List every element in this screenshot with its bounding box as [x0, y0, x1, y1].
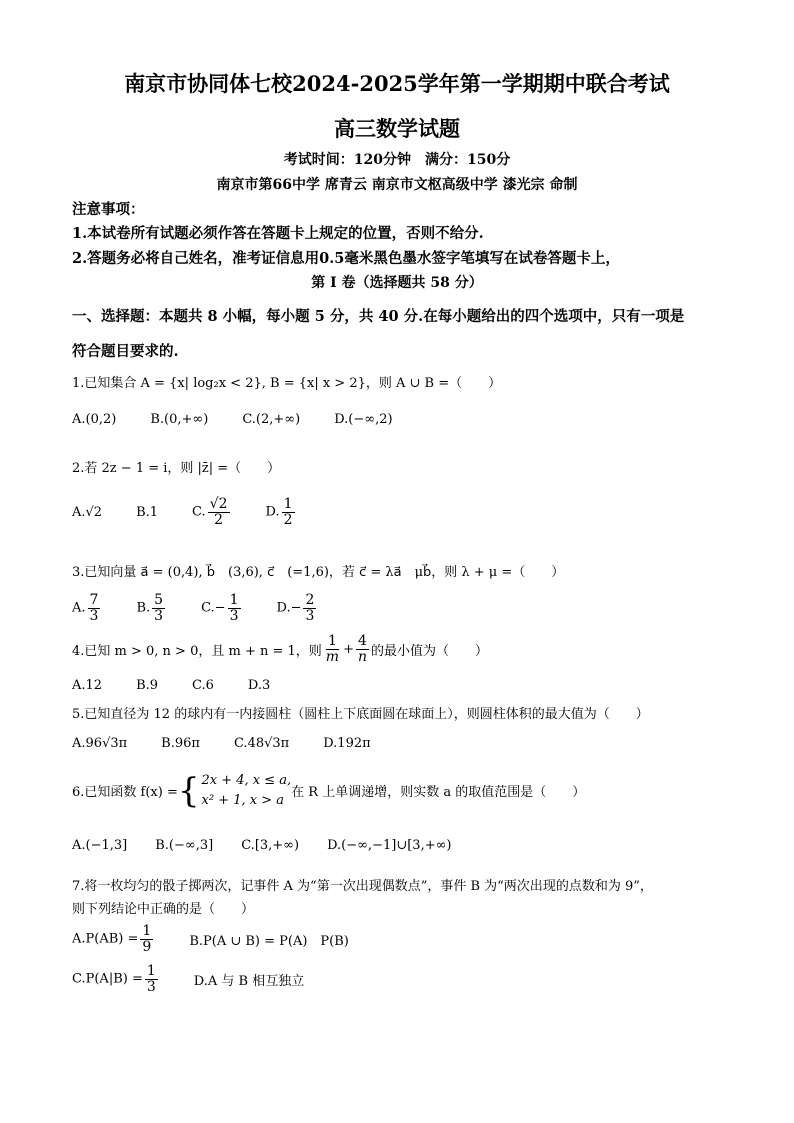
option-d: D.3 [247, 678, 271, 693]
note-item-2: 2.答题务必将自己姓名，准考证信息用0.5毫米黑色墨水签字笔填写在试卷答题卡上， [72, 250, 620, 267]
option-b: B. $\frac{5}{3}$ [136, 592, 164, 624]
question-2-stem: 2.若 2z − 1 = i，则 |z̄| =（ ） [72, 461, 281, 476]
question-4-stem: 4.已知 m > 0, n > 0，且 m + n = 1，则 $\frac{1}{m}$ + $\frac{4}{n}$ 的最小值为（ ） [72, 633, 489, 665]
option-c: C.P(A|B) = $\frac{1}{3}$ [72, 963, 156, 995]
option-c: C.6 [192, 678, 214, 693]
question-6-options [72, 838, 486, 853]
option-b: B.9 [136, 678, 159, 693]
option-b: B.1 [136, 504, 159, 520]
question-6-stem: 6.已知函数 f(x) = { 2x + 4, x ≤ a, x² + 1, x > a 在 R 上单调递增，则实数 a 的取值范围是（ ） [72, 770, 586, 811]
section-heading-line1: 一、选择题：本题共 8 小幅，每小题 5 分，共 40 分.在每小题给出的四个选项中，只有一项是 [72, 308, 685, 325]
option-a: A.12 [72, 678, 103, 693]
option-a: A. $\frac{7}{3}$ [72, 592, 99, 624]
question-2-options [72, 497, 331, 527]
question-7-options-row1 [72, 924, 383, 954]
option-c: C.[3,+∞) [241, 838, 300, 853]
option-c: C.48√3π [233, 736, 290, 751]
option-d: D.− $\frac{2}{3}$ [276, 592, 315, 624]
exam-subtitle: 高三数学试题 [334, 116, 460, 141]
option-a: A.√2 [72, 504, 103, 520]
notes-heading: 注意事项： [72, 201, 145, 218]
option-d: D.A 与 B 相互独立 [193, 973, 305, 989]
piecewise-function: { 2x + 4, x ≤ a, x² + 1, x > a [177, 770, 292, 811]
option-b: B.96π [161, 736, 200, 751]
question-3-options [72, 593, 352, 623]
question-5-stem: 5.已知直径为 12 的球内有一内接圆柱（圆柱上下底面圆在球面上），则圆柱体积的最大值为（ ） [72, 707, 649, 722]
section-heading-line2: 符合题目要求的. [72, 343, 179, 360]
exam-authors: 南京市第66中学 席青云 南京市文枢高级中学 漆光宗 命制 [216, 177, 578, 193]
question-7-stem-line1: 7.将一枚均匀的骰子掷两次，记事件 A 为“第一次出现偶数点”，事件 B 为“两次出现的点数和为 9”， [72, 879, 653, 894]
option-d: D.(−∞,−1]∪[3,+∞) [327, 838, 452, 853]
question-3-stem: 3.已知向量 a⃗ = (0,4), b⃗ (3,6), c⃗ (=1,6)，若 c⃗ = λa⃗ μb⃗，则 λ + μ =（ ） [72, 565, 565, 580]
exam-title: 南京市协同体七校2024-2025学年第一学期期中联合考试 [124, 71, 670, 96]
option-d: D.(−∞,2) [334, 412, 393, 427]
question-7-options-row2 [72, 964, 338, 994]
option-d: D. $\frac{1}{2}$ [265, 496, 293, 528]
option-c: C. $\frac{√2}{2}$ [192, 496, 228, 528]
option-a: A.P(AB) = $\frac{1}{9}$ [72, 923, 152, 955]
option-b: B.(−∞,3] [155, 838, 214, 853]
option-a: A.(0,2) [72, 412, 117, 427]
option-c: C.(2,+∞) [242, 412, 301, 427]
note-item-1: 1.本试卷所有试题必须作答在答题卡上规定的位置，否则不给分. [72, 225, 484, 242]
part-title: 第 I 卷（选择题共 58 分） [311, 275, 483, 291]
option-b: B.(0,+∞) [150, 412, 209, 427]
option-c: C.− $\frac{1}{3}$ [201, 592, 239, 624]
question-5-options [72, 736, 405, 751]
question-1-stem: 1.已知集合 A = {x| log₂x < 2}, B = {x| x > 2}，则 A ∪ B =（ ） [72, 376, 502, 391]
question-1-options [72, 412, 427, 427]
question-7-stem-line2: 则下列结论中正确的是（ ） [72, 902, 255, 917]
exam-info: 考试时间：120分钟 满分：150分 [283, 152, 511, 168]
option-a: A.(−1,3] [72, 838, 128, 853]
option-d: D.192π [323, 736, 371, 751]
option-b: B.P(A ∪ B) = P(A) P(B) [189, 933, 349, 949]
option-a: A.96√3π [72, 736, 128, 751]
question-4-options [72, 678, 304, 693]
